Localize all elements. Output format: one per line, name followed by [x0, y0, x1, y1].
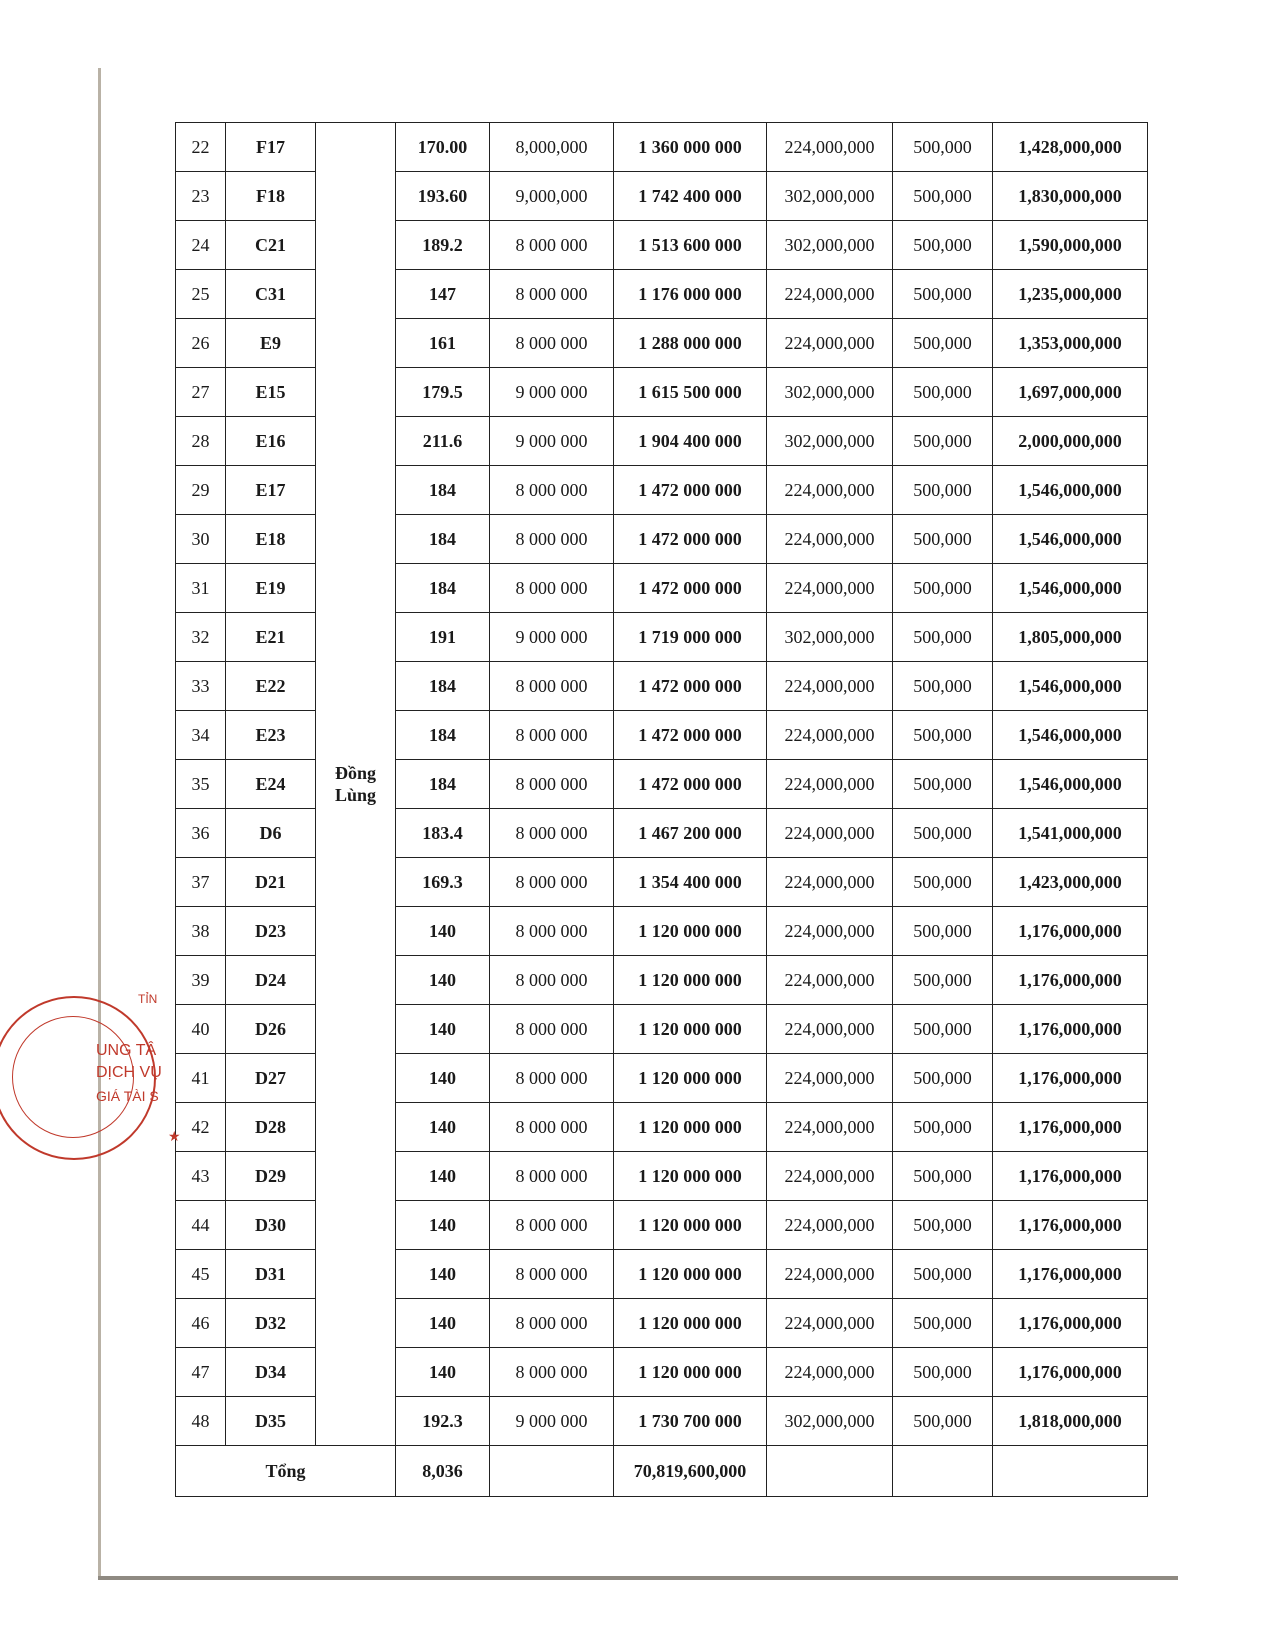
unit-price-cell: 8 000 000 — [490, 1005, 614, 1054]
row-number-cell: 31 — [176, 564, 226, 613]
summary-empty-cell — [893, 1446, 993, 1497]
fee-cell: 500,000 — [893, 907, 993, 956]
deposit-cell: 224,000,000 — [767, 515, 893, 564]
total-value-cell: 1 288 000 000 — [614, 319, 767, 368]
total-value-cell: 1 120 000 000 — [614, 1152, 767, 1201]
row-number-cell: 43 — [176, 1152, 226, 1201]
unit-price-cell: 8 000 000 — [490, 1250, 614, 1299]
lot-code-cell: E23 — [226, 711, 316, 760]
table-row — [176, 123, 1148, 172]
fee-cell: 500,000 — [893, 858, 993, 907]
starting-price-cell: 1,176,000,000 — [993, 1152, 1148, 1201]
deposit-cell: 302,000,000 — [767, 172, 893, 221]
lot-code-cell: C31 — [226, 270, 316, 319]
deposit-cell: 224,000,000 — [767, 760, 893, 809]
lot-code-cell: F17 — [226, 123, 316, 172]
unit-price-cell: 9 000 000 — [490, 417, 614, 466]
total-value-cell: 1 120 000 000 — [614, 1201, 767, 1250]
auction-lots-table — [175, 122, 1148, 1497]
starting-price-cell: 1,176,000,000 — [993, 907, 1148, 956]
unit-price-cell: 9 000 000 — [490, 368, 614, 417]
area-cell: 140 — [396, 1103, 490, 1152]
row-number-cell: 24 — [176, 221, 226, 270]
deposit-cell: 224,000,000 — [767, 564, 893, 613]
lot-code-cell: E21 — [226, 613, 316, 662]
starting-price-cell: 2,000,000,000 — [993, 417, 1148, 466]
row-number-cell: 38 — [176, 907, 226, 956]
lot-code-cell: D35 — [226, 1397, 316, 1446]
lot-code-cell: D26 — [226, 1005, 316, 1054]
lot-code-cell: E17 — [226, 466, 316, 515]
lot-code-cell: E19 — [226, 564, 316, 613]
row-number-cell: 36 — [176, 809, 226, 858]
fee-cell: 500,000 — [893, 319, 993, 368]
deposit-cell: 224,000,000 — [767, 858, 893, 907]
summary-row — [176, 1446, 1148, 1497]
row-number-cell: 34 — [176, 711, 226, 760]
lot-code-cell: D23 — [226, 907, 316, 956]
summary-label-cell: Tổng — [176, 1446, 396, 1497]
fee-cell: 500,000 — [893, 1250, 993, 1299]
row-number-cell: 39 — [176, 956, 226, 1005]
total-value-cell: 1 472 000 000 — [614, 466, 767, 515]
row-number-cell: 23 — [176, 172, 226, 221]
area-cell: 211.6 — [396, 417, 490, 466]
fee-cell: 500,000 — [893, 1103, 993, 1152]
fee-cell: 500,000 — [893, 172, 993, 221]
area-cell: 140 — [396, 907, 490, 956]
row-number-cell: 42 — [176, 1103, 226, 1152]
row-number-cell: 41 — [176, 1054, 226, 1103]
area-cell: 184 — [396, 466, 490, 515]
unit-price-cell: 9,000,000 — [490, 172, 614, 221]
starting-price-cell: 1,176,000,000 — [993, 1201, 1148, 1250]
total-value-cell: 1 472 000 000 — [614, 760, 767, 809]
unit-price-cell: 8 000 000 — [490, 907, 614, 956]
lot-code-cell: E9 — [226, 319, 316, 368]
deposit-cell: 302,000,000 — [767, 368, 893, 417]
starting-price-cell: 1,176,000,000 — [993, 956, 1148, 1005]
row-number-cell: 26 — [176, 319, 226, 368]
deposit-cell: 224,000,000 — [767, 1250, 893, 1299]
stamp-text-line: DỊCH VỤ — [96, 1064, 162, 1081]
row-number-cell: 47 — [176, 1348, 226, 1397]
location-cell — [316, 123, 396, 1446]
deposit-cell: 302,000,000 — [767, 1397, 893, 1446]
stamp-star-icon: ★ — [168, 1128, 181, 1144]
area-cell: 140 — [396, 1348, 490, 1397]
unit-price-cell: 8 000 000 — [490, 1054, 614, 1103]
area-cell: 184 — [396, 760, 490, 809]
lot-code-cell: D24 — [226, 956, 316, 1005]
total-value-cell: 1 513 600 000 — [614, 221, 767, 270]
starting-price-cell: 1,176,000,000 — [993, 1250, 1148, 1299]
deposit-cell: 224,000,000 — [767, 1348, 893, 1397]
total-value-cell: 1 472 000 000 — [614, 515, 767, 564]
unit-price-cell: 8 000 000 — [490, 319, 614, 368]
total-value-cell: 1 719 000 000 — [614, 613, 767, 662]
summary-empty-cell — [993, 1446, 1148, 1497]
fee-cell: 500,000 — [893, 368, 993, 417]
table-body — [176, 123, 1148, 1497]
deposit-cell: 224,000,000 — [767, 1054, 893, 1103]
total-value-cell: 1 467 200 000 — [614, 809, 767, 858]
total-value-cell: 1 120 000 000 — [614, 1103, 767, 1152]
starting-price-cell: 1,235,000,000 — [993, 270, 1148, 319]
fee-cell: 500,000 — [893, 1201, 993, 1250]
fee-cell: 500,000 — [893, 123, 993, 172]
starting-price-cell: 1,176,000,000 — [993, 1103, 1148, 1152]
lot-code-cell: D27 — [226, 1054, 316, 1103]
row-number-cell: 32 — [176, 613, 226, 662]
deposit-cell: 302,000,000 — [767, 417, 893, 466]
lot-code-cell: D30 — [226, 1201, 316, 1250]
deposit-cell: 224,000,000 — [767, 1152, 893, 1201]
unit-price-cell: 8 000 000 — [490, 760, 614, 809]
row-number-cell: 29 — [176, 466, 226, 515]
area-cell: 140 — [396, 1054, 490, 1103]
area-cell: 184 — [396, 564, 490, 613]
deposit-cell: 224,000,000 — [767, 319, 893, 368]
unit-price-cell: 9 000 000 — [490, 613, 614, 662]
starting-price-cell: 1,423,000,000 — [993, 858, 1148, 907]
fee-cell: 500,000 — [893, 1348, 993, 1397]
fee-cell: 500,000 — [893, 564, 993, 613]
deposit-cell: 224,000,000 — [767, 711, 893, 760]
location-label: Đồng Lùng — [334, 763, 377, 805]
unit-price-cell: 8 000 000 — [490, 515, 614, 564]
row-number-cell: 45 — [176, 1250, 226, 1299]
starting-price-cell: 1,830,000,000 — [993, 172, 1148, 221]
unit-price-cell: 8 000 000 — [490, 1152, 614, 1201]
summary-area-cell: 8,036 — [396, 1446, 490, 1497]
lot-code-cell: E16 — [226, 417, 316, 466]
starting-price-cell: 1,697,000,000 — [993, 368, 1148, 417]
lot-code-cell: E15 — [226, 368, 316, 417]
lot-code-cell: E18 — [226, 515, 316, 564]
fee-cell: 500,000 — [893, 662, 993, 711]
total-value-cell: 1 120 000 000 — [614, 1054, 767, 1103]
area-cell: 184 — [396, 515, 490, 564]
lot-code-cell: D32 — [226, 1299, 316, 1348]
unit-price-cell: 8 000 000 — [490, 711, 614, 760]
fee-cell: 500,000 — [893, 1054, 993, 1103]
stamp-text-line: GIÁ TÀI S — [96, 1088, 159, 1104]
page-edge-bottom — [98, 1576, 1178, 1580]
area-cell: 184 — [396, 662, 490, 711]
deposit-cell: 224,000,000 — [767, 270, 893, 319]
starting-price-cell: 1,546,000,000 — [993, 662, 1148, 711]
stamp-text-line: UNG TÂ — [96, 1042, 157, 1059]
lot-code-cell: D31 — [226, 1250, 316, 1299]
unit-price-cell: 8 000 000 — [490, 466, 614, 515]
deposit-cell: 224,000,000 — [767, 956, 893, 1005]
area-cell: 191 — [396, 613, 490, 662]
area-cell: 140 — [396, 1152, 490, 1201]
lot-code-cell: C21 — [226, 221, 316, 270]
fee-cell: 500,000 — [893, 515, 993, 564]
total-value-cell: 1 120 000 000 — [614, 956, 767, 1005]
deposit-cell: 302,000,000 — [767, 613, 893, 662]
deposit-cell: 224,000,000 — [767, 1103, 893, 1152]
row-number-cell: 35 — [176, 760, 226, 809]
stamp-text-line: TỈN — [138, 992, 158, 1006]
fee-cell: 500,000 — [893, 1152, 993, 1201]
total-value-cell: 1 120 000 000 — [614, 1250, 767, 1299]
lot-code-cell: D6 — [226, 809, 316, 858]
total-value-cell: 1 360 000 000 — [614, 123, 767, 172]
total-value-cell: 1 472 000 000 — [614, 564, 767, 613]
deposit-cell: 224,000,000 — [767, 662, 893, 711]
total-value-cell: 1 742 400 000 — [614, 172, 767, 221]
summary-empty-cell — [490, 1446, 614, 1497]
area-cell: 193.60 — [396, 172, 490, 221]
lot-code-cell: D29 — [226, 1152, 316, 1201]
lot-code-cell: D34 — [226, 1348, 316, 1397]
row-number-cell: 28 — [176, 417, 226, 466]
unit-price-cell: 8 000 000 — [490, 1201, 614, 1250]
unit-price-cell: 8 000 000 — [490, 221, 614, 270]
lot-code-cell: E22 — [226, 662, 316, 711]
area-cell: 170.00 — [396, 123, 490, 172]
starting-price-cell: 1,805,000,000 — [993, 613, 1148, 662]
unit-price-cell: 8 000 000 — [490, 1299, 614, 1348]
official-red-stamp — [52, 988, 181, 1168]
area-cell: 184 — [396, 711, 490, 760]
unit-price-cell: 8 000 000 — [490, 1348, 614, 1397]
lot-code-cell: D21 — [226, 858, 316, 907]
starting-price-cell: 1,353,000,000 — [993, 319, 1148, 368]
area-cell: 140 — [396, 1250, 490, 1299]
area-cell: 189.2 — [396, 221, 490, 270]
fee-cell: 500,000 — [893, 711, 993, 760]
area-cell: 183.4 — [396, 809, 490, 858]
fee-cell: 500,000 — [893, 956, 993, 1005]
row-number-cell: 48 — [176, 1397, 226, 1446]
unit-price-cell: 9 000 000 — [490, 1397, 614, 1446]
starting-price-cell: 1,546,000,000 — [993, 515, 1148, 564]
row-number-cell: 37 — [176, 858, 226, 907]
area-cell: 179.5 — [396, 368, 490, 417]
deposit-cell: 302,000,000 — [767, 221, 893, 270]
unit-price-cell: 8 000 000 — [490, 564, 614, 613]
starting-price-cell: 1,541,000,000 — [993, 809, 1148, 858]
row-number-cell: 46 — [176, 1299, 226, 1348]
deposit-cell: 224,000,000 — [767, 123, 893, 172]
total-value-cell: 1 120 000 000 — [614, 1005, 767, 1054]
total-value-cell: 1 176 000 000 — [614, 270, 767, 319]
unit-price-cell: 8 000 000 — [490, 1103, 614, 1152]
total-value-cell: 1 120 000 000 — [614, 1299, 767, 1348]
row-number-cell: 30 — [176, 515, 226, 564]
deposit-cell: 224,000,000 — [767, 809, 893, 858]
unit-price-cell: 8 000 000 — [490, 858, 614, 907]
total-value-cell: 1 472 000 000 — [614, 711, 767, 760]
area-cell: 140 — [396, 956, 490, 1005]
starting-price-cell: 1,546,000,000 — [993, 564, 1148, 613]
lot-code-cell: E24 — [226, 760, 316, 809]
starting-price-cell: 1,818,000,000 — [993, 1397, 1148, 1446]
starting-price-cell: 1,590,000,000 — [993, 221, 1148, 270]
row-number-cell: 22 — [176, 123, 226, 172]
total-value-cell: 1 120 000 000 — [614, 907, 767, 956]
fee-cell: 500,000 — [893, 613, 993, 662]
fee-cell: 500,000 — [893, 1005, 993, 1054]
starting-price-cell: 1,546,000,000 — [993, 466, 1148, 515]
total-value-cell: 1 904 400 000 — [614, 417, 767, 466]
total-value-cell: 1 730 700 000 — [614, 1397, 767, 1446]
deposit-cell: 224,000,000 — [767, 1201, 893, 1250]
fee-cell: 500,000 — [893, 1299, 993, 1348]
starting-price-cell: 1,176,000,000 — [993, 1299, 1148, 1348]
total-value-cell: 1 472 000 000 — [614, 662, 767, 711]
row-number-cell: 33 — [176, 662, 226, 711]
area-cell: 140 — [396, 1005, 490, 1054]
row-number-cell: 27 — [176, 368, 226, 417]
unit-price-cell: 8 000 000 — [490, 270, 614, 319]
total-value-cell: 1 615 500 000 — [614, 368, 767, 417]
deposit-cell: 224,000,000 — [767, 1005, 893, 1054]
deposit-cell: 224,000,000 — [767, 1299, 893, 1348]
starting-price-cell: 1,546,000,000 — [993, 711, 1148, 760]
unit-price-cell: 8 000 000 — [490, 662, 614, 711]
area-cell: 161 — [396, 319, 490, 368]
starting-price-cell: 1,176,000,000 — [993, 1348, 1148, 1397]
deposit-cell: 224,000,000 — [767, 466, 893, 515]
starting-price-cell: 1,176,000,000 — [993, 1054, 1148, 1103]
fee-cell: 500,000 — [893, 760, 993, 809]
fee-cell: 500,000 — [893, 270, 993, 319]
area-cell: 192.3 — [396, 1397, 490, 1446]
fee-cell: 500,000 — [893, 466, 993, 515]
fee-cell: 500,000 — [893, 417, 993, 466]
starting-price-cell: 1,546,000,000 — [993, 760, 1148, 809]
unit-price-cell: 8,000,000 — [490, 123, 614, 172]
lot-code-cell: D28 — [226, 1103, 316, 1152]
area-cell: 147 — [396, 270, 490, 319]
total-value-cell: 1 120 000 000 — [614, 1348, 767, 1397]
summary-total-cell: 70,819,600,000 — [614, 1446, 767, 1497]
area-cell: 140 — [396, 1201, 490, 1250]
fee-cell: 500,000 — [893, 221, 993, 270]
total-value-cell: 1 354 400 000 — [614, 858, 767, 907]
fee-cell: 500,000 — [893, 809, 993, 858]
unit-price-cell: 8 000 000 — [490, 809, 614, 858]
starting-price-cell: 1,176,000,000 — [993, 1005, 1148, 1054]
summary-empty-cell — [767, 1446, 893, 1497]
page-edge-left — [98, 68, 101, 1578]
unit-price-cell: 8 000 000 — [490, 956, 614, 1005]
fee-cell: 500,000 — [893, 1397, 993, 1446]
row-number-cell: 25 — [176, 270, 226, 319]
row-number-cell: 40 — [176, 1005, 226, 1054]
row-number-cell: 44 — [176, 1201, 226, 1250]
deposit-cell: 224,000,000 — [767, 907, 893, 956]
lot-code-cell: F18 — [226, 172, 316, 221]
starting-price-cell: 1,428,000,000 — [993, 123, 1148, 172]
area-cell: 140 — [396, 1299, 490, 1348]
area-cell: 169.3 — [396, 858, 490, 907]
